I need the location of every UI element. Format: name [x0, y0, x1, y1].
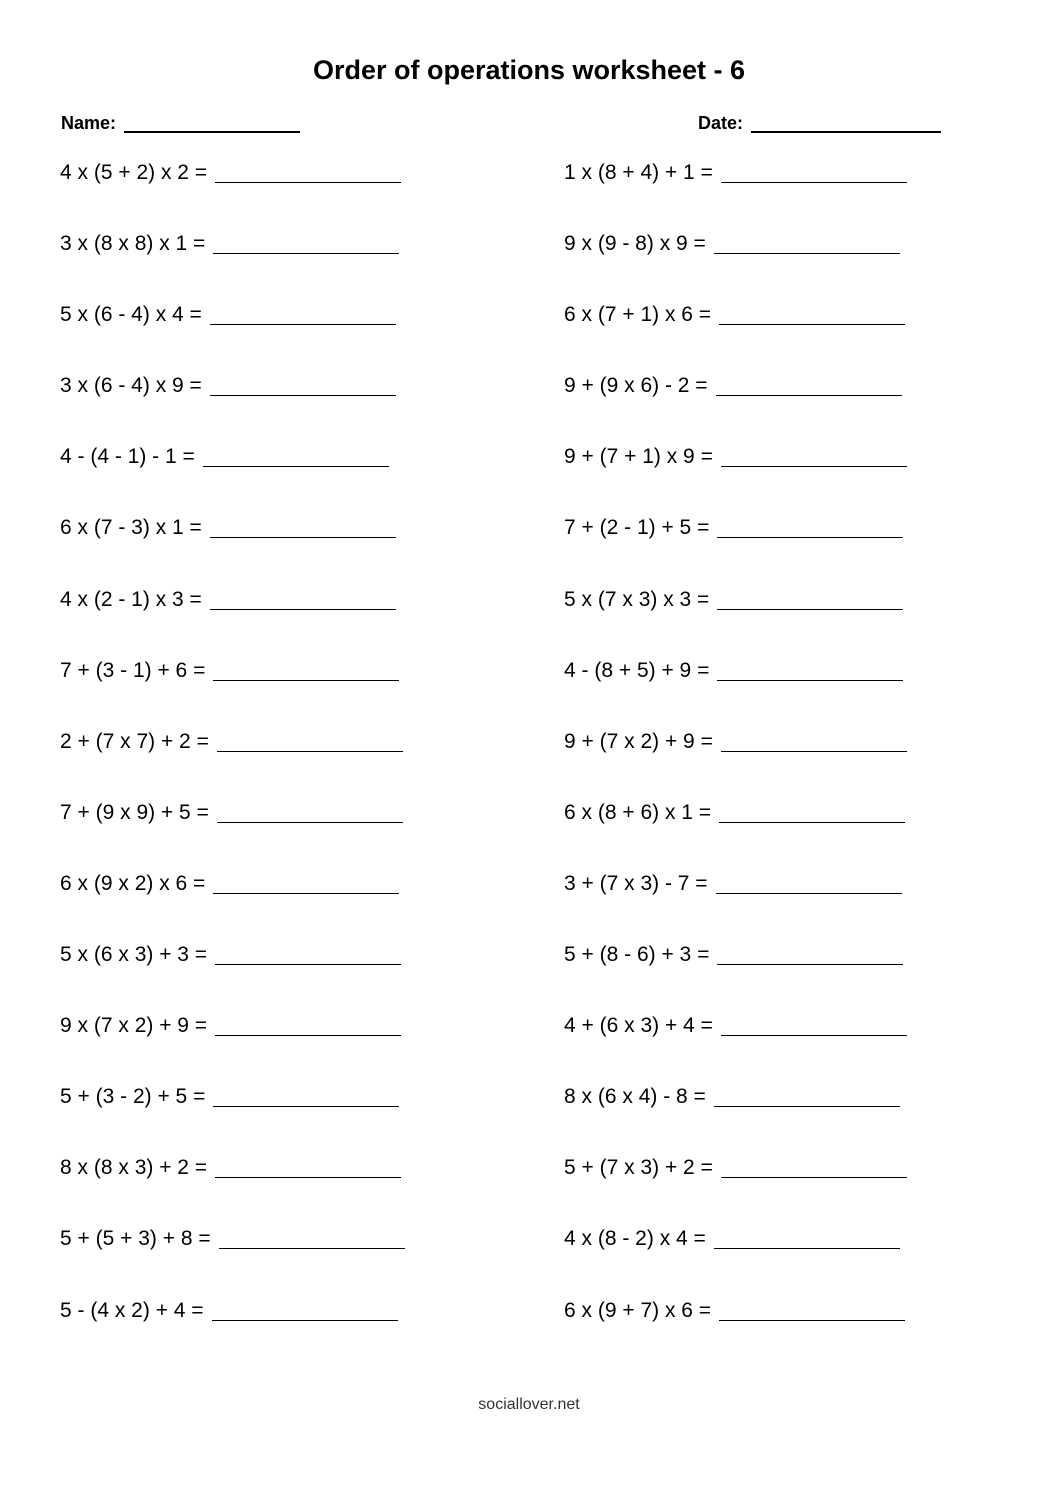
- problem-expression: 5 x (6 x 3) + 3 =: [60, 943, 208, 967]
- right-problem-11: [564, 867, 907, 938]
- problem-expression: 8 x (6 x 4) - 8 =: [564, 1085, 706, 1109]
- left-problem-1: [60, 156, 405, 227]
- answer-blank-line[interactable]: [721, 156, 907, 183]
- date-label: Date:: [698, 113, 744, 133]
- right-problem-1: [564, 156, 907, 227]
- problem-expression: 4 x (5 + 2) x 2 =: [60, 161, 208, 184]
- problem-expression: 9 + (7 + 1) x 9 =: [564, 445, 713, 469]
- problem-expression: 5 x (6 - 4) x 4 =: [60, 303, 202, 327]
- answer-blank-line[interactable]: [721, 1151, 907, 1178]
- left-problem-10: [60, 796, 405, 867]
- right-problem-8: [564, 654, 907, 725]
- answer-blank-line[interactable]: [721, 725, 907, 752]
- left-problem-2: [60, 227, 405, 298]
- problem-expression: 6 x (9 + 7) x 6 =: [564, 1298, 712, 1322]
- left-problem-11: [60, 867, 405, 938]
- problem-expression: 7 + (2 - 1) + 5 =: [564, 516, 710, 540]
- right-problem-9: [564, 725, 907, 796]
- right-problem-5: [564, 440, 907, 511]
- right-problem-4: [564, 369, 907, 440]
- answer-blank-line[interactable]: [217, 796, 403, 823]
- answer-blank-line[interactable]: [210, 511, 396, 538]
- problem-expression: 4 - (8 + 5) + 9 =: [564, 658, 710, 682]
- left-problem-14: [60, 1080, 405, 1151]
- problem-expression: 6 x (8 + 6) x 1 =: [564, 800, 712, 824]
- left-problem-15: [60, 1151, 405, 1222]
- right-problem-3: [564, 298, 907, 369]
- right-problem-13: [564, 1009, 907, 1080]
- answer-blank-line[interactable]: [719, 298, 905, 325]
- problem-expression: 7 + (3 - 1) + 6 =: [60, 658, 206, 682]
- answer-blank-line[interactable]: [717, 938, 903, 965]
- answer-blank-line[interactable]: [213, 867, 399, 894]
- right-problem-17: [564, 1294, 907, 1365]
- left-problem-3: [60, 298, 405, 369]
- answer-blank-line[interactable]: [210, 298, 396, 325]
- left-problem-17: [60, 1294, 405, 1365]
- left-problem-9: [60, 725, 405, 796]
- right-problem-14: [564, 1080, 907, 1151]
- right-problem-15: [564, 1151, 907, 1222]
- answer-blank-line[interactable]: [217, 725, 403, 752]
- answer-blank-line[interactable]: [719, 1294, 905, 1321]
- answer-blank-line[interactable]: [714, 1222, 900, 1249]
- right-problem-10: [564, 796, 907, 867]
- right-problem-column: [564, 156, 907, 1365]
- answer-blank-line[interactable]: [714, 227, 900, 254]
- problem-expression: 6 x (9 x 2) x 6 =: [60, 871, 206, 895]
- answer-blank-line[interactable]: [716, 369, 902, 396]
- answer-blank-line[interactable]: [219, 1222, 405, 1249]
- name-field: [61, 110, 300, 136]
- problem-expression: 5 - (4 x 2) + 4 =: [60, 1298, 204, 1322]
- problem-expression: 9 x (7 x 2) + 9 =: [60, 1014, 208, 1038]
- problem-expression: 5 + (7 x 3) + 2 =: [564, 1156, 713, 1180]
- left-problem-16: [60, 1222, 405, 1293]
- date-blank-line[interactable]: [751, 111, 941, 133]
- problem-expression: 2 + (7 x 7) + 2 =: [60, 729, 209, 753]
- answer-blank-line[interactable]: [721, 1009, 907, 1036]
- left-problem-12: [60, 938, 405, 1009]
- answer-blank-line[interactable]: [203, 440, 389, 467]
- left-problem-8: [60, 654, 405, 725]
- problem-expression: 9 + (7 x 2) + 9 =: [564, 729, 713, 753]
- right-problem-6: [564, 511, 907, 582]
- answer-blank-line[interactable]: [717, 654, 903, 681]
- answer-blank-line[interactable]: [719, 796, 905, 823]
- problem-expression: 7 + (9 x 9) + 5 =: [60, 800, 209, 824]
- answer-blank-line[interactable]: [714, 1080, 900, 1107]
- name-blank-line[interactable]: [124, 111, 300, 133]
- problem-expression: 4 x (8 - 2) x 4 =: [564, 1227, 706, 1251]
- answer-blank-line[interactable]: [215, 1009, 401, 1036]
- answer-blank-line[interactable]: [212, 1294, 398, 1321]
- name-label: Name:: [61, 113, 117, 133]
- problem-expression: 9 x (9 - 8) x 9 =: [564, 232, 706, 256]
- problem-expression: 5 + (3 - 2) + 5 =: [60, 1085, 206, 1109]
- problem-expression: 5 x (7 x 3) x 3 =: [564, 587, 710, 611]
- left-problem-7: [60, 583, 405, 654]
- problem-expression: 6 x (7 + 1) x 6 =: [564, 303, 712, 327]
- problem-expression: 3 + (7 x 3) - 7 =: [564, 871, 708, 895]
- problem-expression: 5 + (8 - 6) + 3 =: [564, 943, 710, 967]
- footer-source: sociallover.net: [478, 1396, 580, 1413]
- answer-blank-line[interactable]: [213, 1080, 399, 1107]
- answer-blank-line[interactable]: [210, 583, 396, 610]
- left-problem-6: [60, 511, 405, 582]
- problem-expression: 4 + (6 x 3) + 4 =: [564, 1014, 713, 1038]
- problem-expression: 4 - (4 - 1) - 1 =: [60, 445, 195, 469]
- problem-expression: 1 x (8 + 4) + 1 =: [564, 161, 713, 184]
- answer-blank-line[interactable]: [717, 511, 903, 538]
- left-problem-column: [60, 156, 405, 1365]
- problem-expression: 6 x (7 - 3) x 1 =: [60, 516, 202, 540]
- left-problem-13: [60, 1009, 405, 1080]
- problem-expression: 8 x (8 x 3) + 2 =: [60, 1156, 208, 1180]
- date-field: [698, 110, 941, 136]
- problem-expression: 3 x (8 x 8) x 1 =: [60, 232, 206, 256]
- page-title: Order of operations worksheet - 6: [312, 55, 746, 85]
- problem-expression: 9 + (9 x 6) - 2 =: [564, 374, 708, 398]
- answer-blank-line[interactable]: [210, 369, 396, 396]
- answer-blank-line[interactable]: [215, 1151, 401, 1178]
- answer-blank-line[interactable]: [213, 654, 399, 681]
- answer-blank-line[interactable]: [721, 440, 907, 467]
- right-problem-16: [564, 1222, 907, 1293]
- problem-expression: 3 x (6 - 4) x 9 =: [60, 374, 202, 398]
- right-problem-2: [564, 227, 907, 298]
- problem-expression: 4 x (2 - 1) x 3 =: [60, 587, 202, 611]
- answer-blank-line[interactable]: [215, 156, 401, 183]
- answer-blank-line[interactable]: [716, 867, 902, 894]
- answer-blank-line[interactable]: [717, 583, 903, 610]
- right-problem-7: [564, 583, 907, 654]
- right-problem-12: [564, 938, 907, 1009]
- answer-blank-line[interactable]: [213, 227, 399, 254]
- left-problem-4: [60, 369, 405, 440]
- answer-blank-line[interactable]: [215, 938, 401, 965]
- left-problem-5: [60, 440, 405, 511]
- problem-expression: 5 + (5 + 3) + 8 =: [60, 1227, 211, 1251]
